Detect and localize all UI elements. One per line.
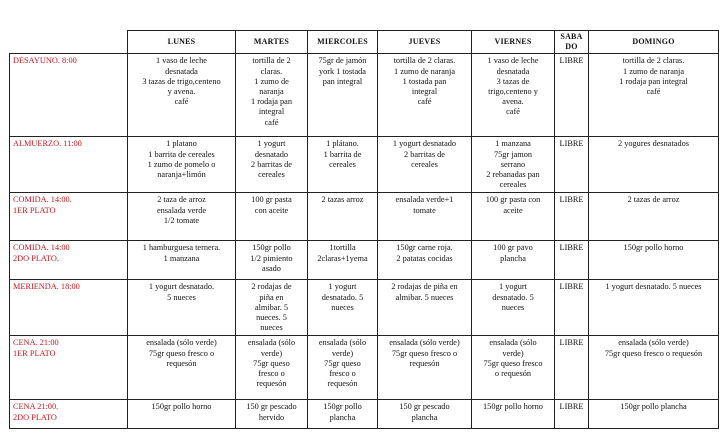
cell-line: 1 platano — [166, 139, 197, 149]
cell-line: nueces. 5 — [256, 313, 287, 323]
cell-viernes — [472, 137, 555, 193]
cell-line: o requesón — [494, 369, 532, 379]
cell-miercoles — [308, 193, 378, 241]
cell-line: 100 gr pasta con — [485, 195, 541, 205]
cell-line: cereales — [258, 170, 285, 180]
meal-label — [10, 193, 128, 241]
cell-line: 2 barritas de — [403, 149, 445, 159]
cell-line: café — [174, 97, 189, 107]
cell-line: LIBRE — [559, 56, 584, 66]
cell-line: 1 barrita de cereales — [148, 149, 215, 159]
cell-line: 150gr pollo horno — [483, 402, 543, 412]
meal-label-line: 1ER PLATO — [13, 205, 56, 215]
cell-line: 150gr pollo — [252, 243, 291, 253]
cell-domingo — [589, 336, 719, 400]
meal-label-line: CENA 21:00. — [13, 402, 59, 412]
cell-domingo — [589, 400, 719, 429]
cell-line: ensalada verde — [156, 205, 207, 215]
cell-line: 150gr pollo — [323, 402, 362, 412]
cell-line: tortilla de 2 claras. — [393, 56, 456, 66]
cell-sabado — [555, 400, 589, 429]
cell-lunes — [128, 336, 236, 400]
cell-line: 1 yogurt — [328, 282, 357, 292]
cell-line: café — [417, 97, 432, 107]
cell-miercoles — [308, 137, 378, 193]
meal-label-line: MERIENDA. 18:00 — [13, 282, 80, 292]
cell-lunes — [128, 54, 236, 137]
meal-label — [10, 336, 128, 400]
cell-line: 2 tazas de arroz — [627, 195, 680, 205]
table-row — [10, 336, 719, 400]
cell-line: claras. — [260, 66, 283, 76]
cell-line: 75gr queso fresco o — [391, 348, 458, 358]
cell-sabado — [555, 137, 589, 193]
cell-line: york 1 tostada — [318, 66, 366, 76]
cell-line: 1 zumo de pomelo o — [147, 159, 216, 169]
cell-lunes — [128, 400, 236, 429]
cell-line: trigo,centeno y — [488, 87, 538, 97]
cell-line: 100 gr pavo — [493, 243, 533, 253]
meal-label-line: ALMUERZO. 11:00 — [13, 139, 82, 149]
cell-line: 1 zumo de naranja — [622, 66, 685, 76]
header-sabado: SABA DO — [555, 31, 589, 54]
cell-sabado — [555, 336, 589, 400]
table-row — [10, 193, 719, 241]
cell-jueves — [378, 54, 472, 137]
table-row — [10, 137, 719, 193]
table-row — [10, 280, 719, 336]
cell-line: 2 rodajas de piña en — [391, 282, 458, 292]
cell-line: naranja+limón — [157, 170, 206, 180]
meal-label-line: 1ER PLATO — [13, 348, 56, 358]
cell-line: 2 rebanadas pan — [486, 170, 540, 180]
cell-domingo — [589, 193, 719, 241]
cell-line: con aceite — [254, 205, 289, 215]
cell-line: avena. — [502, 97, 524, 107]
cell-line: 1 yogurt desnatado. 5 nueces — [605, 282, 702, 292]
cell-line: 75gr de jamón — [318, 56, 367, 66]
cell-line: 1 yogurt — [257, 139, 286, 149]
cell-miercoles — [308, 336, 378, 400]
table-row — [10, 241, 719, 280]
cell-line: café — [646, 87, 661, 97]
cell-line: verde) — [502, 348, 524, 358]
cell-line: desnatado. 5 — [321, 292, 364, 302]
cell-line: LIBRE — [559, 402, 584, 412]
cell-line: almibar. 5 nueces — [395, 292, 454, 302]
cell-line: cereales — [329, 159, 356, 169]
cell-line: cereales — [499, 180, 527, 190]
cell-line: tortilla de 2 claras. — [622, 56, 685, 66]
cell-line: 1 rodaja pan integral — [619, 76, 688, 86]
cell-line: integral — [411, 87, 438, 97]
cell-line: 2claras+1yema — [317, 253, 368, 263]
cell-line: fresco o — [258, 369, 285, 379]
cell-domingo — [589, 241, 719, 280]
cell-viernes — [472, 241, 555, 280]
cell-line: 150 gr pescado — [246, 402, 297, 412]
cell-line: 2 patatas cocidas — [396, 253, 453, 263]
cell-line: LIBRE — [559, 243, 584, 253]
cell-line: plancha — [329, 412, 356, 422]
cell-line: ensalada (sólo — [247, 338, 296, 348]
cell-line: fresco o — [329, 369, 356, 379]
cell-jueves — [378, 241, 472, 280]
cell-line: desnatado. 5 — [492, 292, 534, 302]
cell-line: 2 yogures desnatados — [618, 139, 689, 149]
cell-martes — [236, 54, 308, 137]
cell-line: nueces — [501, 302, 525, 312]
table-row — [10, 400, 719, 429]
cell-line: 2 taza de arroz — [157, 195, 206, 205]
meal-label-line: CENA. 21:00 — [13, 338, 59, 348]
cell-line: ensalada (sólo — [489, 338, 537, 348]
cell-line: 1 yogurt desnatado — [392, 139, 457, 149]
cell-line: 1 plátano. — [326, 139, 359, 149]
cell-line: requesón — [256, 379, 287, 389]
cell-line: nueces — [260, 323, 283, 333]
cell-line: 1 manzana — [163, 253, 200, 263]
cell-line: tortilla de 2 — [252, 56, 291, 66]
cell-line: 2 barritas de — [250, 159, 292, 169]
cell-line: hervido — [258, 412, 285, 422]
cell-line: ensalada (sólo verde) — [146, 338, 217, 348]
cell-sabado — [555, 280, 589, 336]
cell-line: verde) — [331, 348, 354, 358]
cell-line: LIBRE — [559, 338, 584, 348]
cell-line: 75gr queso fresco o — [148, 348, 215, 358]
cell-line: 2 tazas arroz — [321, 195, 364, 205]
cell-line: verde) — [260, 348, 283, 358]
cell-miercoles — [308, 241, 378, 280]
cell-line: 100 gr pasta — [251, 195, 292, 205]
cell-line: requesón — [166, 358, 197, 368]
cell-viernes — [472, 54, 555, 137]
cell-line: desnatada — [165, 66, 198, 76]
cell-martes — [236, 193, 308, 241]
meal-label-line: 2DO PLATO. — [13, 253, 59, 263]
cell-line: café — [264, 117, 279, 127]
cell-miercoles — [308, 280, 378, 336]
cell-line: 3 tazas de — [496, 76, 530, 86]
cell-domingo — [589, 54, 719, 137]
meal-label-line: COMIDA. 14:00. — [13, 195, 72, 205]
header-martes: MARTES — [236, 31, 308, 54]
cell-line: 1 zumo de naranja — [393, 66, 456, 76]
cell-line: LIBRE — [559, 195, 584, 205]
cell-jueves — [378, 400, 472, 429]
table-row — [10, 54, 719, 137]
cell-line: 1 rodaja pan — [250, 97, 292, 107]
cell-martes — [236, 400, 308, 429]
cell-martes — [236, 137, 308, 193]
cell-line: 150gr pollo horno — [623, 243, 684, 253]
cell-line: desnatado — [254, 149, 289, 159]
cell-lunes — [128, 193, 236, 241]
cell-lunes — [128, 137, 236, 193]
cell-line: 1 yogurt desnatado. — [148, 282, 215, 292]
cell-domingo — [589, 137, 719, 193]
cell-line: 75gr queso — [253, 358, 290, 368]
cell-line: plancha — [500, 253, 526, 263]
cell-line: requesón — [327, 379, 358, 389]
meal-label-line: DESAYUNO. 8:00 — [13, 56, 77, 66]
meal-label — [10, 241, 128, 280]
cell-line: 1 tostada pan — [402, 76, 447, 86]
cell-line: 1tortilla — [329, 243, 356, 253]
cell-line: 75gr queso fresco o requesón — [604, 348, 703, 358]
cell-martes — [236, 336, 308, 400]
cell-line: ensalada verde+1 — [395, 195, 454, 205]
cell-line: café — [506, 107, 520, 117]
header-domingo: DOMINGO — [589, 31, 719, 54]
cell-jueves — [378, 280, 472, 336]
meal-label — [10, 137, 128, 193]
cell-line: tomate — [413, 205, 436, 215]
cell-line: requesón — [409, 358, 440, 368]
cell-line: LIBRE — [559, 139, 584, 149]
cell-line: 1 vaso de leche — [487, 56, 539, 66]
meal-label — [10, 280, 128, 336]
cell-line: ensalada (sólo — [318, 338, 367, 348]
cell-line: y avena. — [167, 87, 196, 97]
cell-line: LIBRE — [559, 282, 584, 292]
cell-line: 150gr pollo plancha — [620, 402, 687, 412]
cell-line: 150gr pollo horno — [151, 402, 212, 412]
cell-line: 1 yogurt — [499, 282, 527, 292]
header-row — [10, 31, 719, 54]
cell-viernes — [472, 193, 555, 241]
cell-line: ensalada (sólo verde) — [618, 338, 689, 348]
cell-line: 2 rodajas de — [251, 282, 292, 292]
cell-jueves — [378, 137, 472, 193]
cell-martes — [236, 280, 308, 336]
cell-line: 75gr jamon — [493, 149, 533, 159]
cell-line: plancha — [411, 412, 438, 422]
meal-label-line: COMIDA. 14:00 — [13, 243, 70, 253]
cell-viernes — [472, 336, 555, 400]
cell-sabado — [555, 193, 589, 241]
cell-miercoles — [308, 54, 378, 137]
cell-line: serrano — [500, 159, 526, 169]
cell-line: naranja — [259, 87, 284, 97]
cell-lunes — [128, 280, 236, 336]
cell-line: piña en — [259, 292, 284, 302]
meal-label — [10, 54, 128, 137]
cell-line: integral — [258, 107, 285, 117]
cell-jueves — [378, 193, 472, 241]
cell-line: 75gr queso fresco — [483, 358, 543, 368]
cell-jueves — [378, 336, 472, 400]
cell-miercoles — [308, 400, 378, 429]
cell-line: 75gr queso — [324, 358, 361, 368]
cell-line: pan integral — [322, 76, 363, 86]
cell-line: 1 vaso de leche — [156, 56, 207, 66]
meal-plan-table — [9, 30, 719, 429]
cell-line: 3 tazas de trigo,centeno — [142, 76, 221, 86]
cell-sabado — [555, 241, 589, 280]
cell-line: ensalada (sólo verde) — [389, 338, 460, 348]
meal-label-line: 2DO PLATO — [13, 412, 57, 422]
header-jueves: JUEVES — [378, 31, 472, 54]
cell-line: 5 nueces — [167, 292, 196, 302]
cell-line: nueces — [331, 302, 354, 312]
header-lunes: LUNES — [128, 31, 236, 54]
corner-cell — [10, 31, 128, 54]
cell-viernes — [472, 280, 555, 336]
cell-line: 1 zumo de — [254, 76, 289, 86]
cell-line: cereales — [411, 159, 438, 169]
cell-lunes — [128, 241, 236, 280]
cell-line: 1 hamburguesa ternera. — [142, 243, 221, 253]
cell-line: aceite — [503, 205, 523, 215]
cell-line: 1/2 pimiento — [250, 253, 293, 263]
cell-viernes — [472, 400, 555, 429]
cell-line: 1 manzana — [495, 139, 531, 149]
cell-line: asado — [262, 263, 281, 273]
cell-line: 150 gr pescado — [399, 402, 450, 412]
cell-line: 1 barrita de — [323, 149, 362, 159]
header-miercoles: MIERCOLES — [308, 31, 378, 54]
cell-line: 150gr carne roja. — [396, 243, 453, 253]
meal-label — [10, 400, 128, 429]
cell-line: desnatada — [496, 66, 530, 76]
cell-domingo — [589, 280, 719, 336]
cell-martes — [236, 241, 308, 280]
cell-line: almibar. 5 — [254, 302, 289, 312]
cell-sabado — [555, 54, 589, 137]
header-viernes: VIERNES — [472, 31, 555, 54]
cell-line: 1/2 tomate — [163, 215, 200, 225]
